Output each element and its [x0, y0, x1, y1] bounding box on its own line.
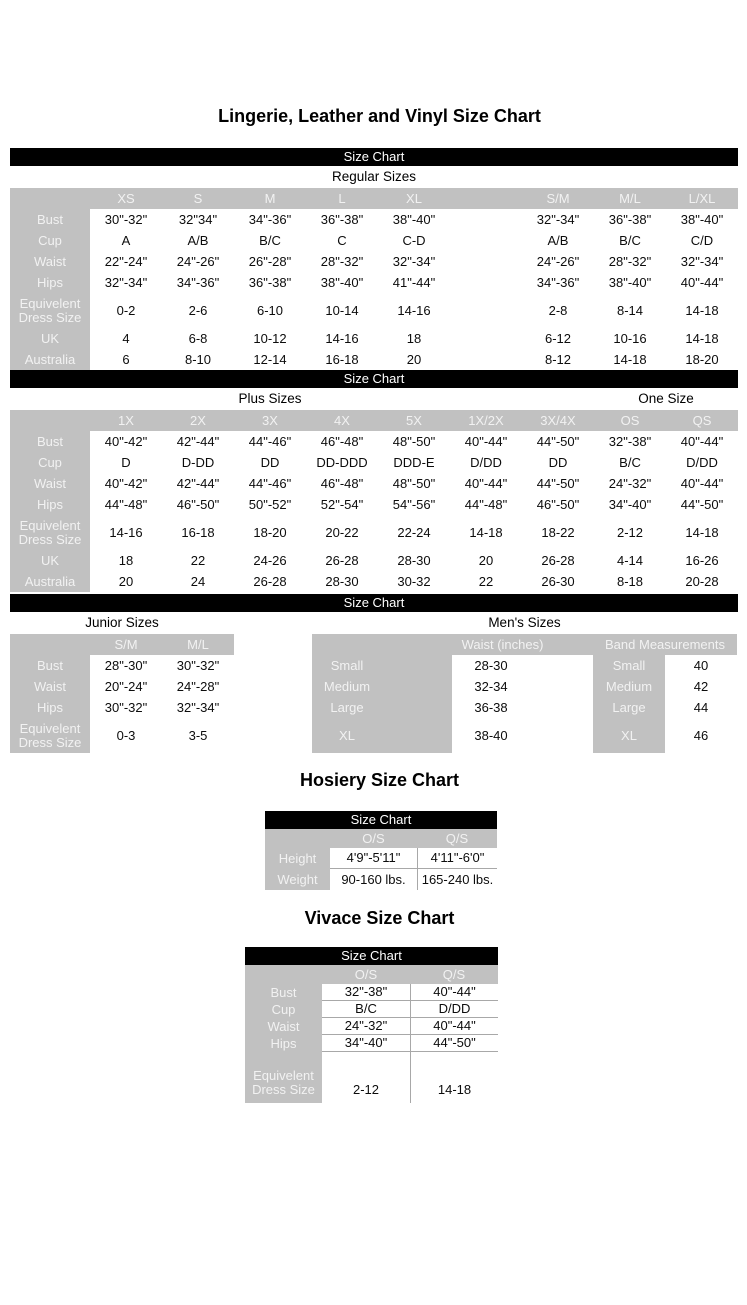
plus-sizes-heading: Plus Sizes — [238, 391, 302, 406]
vivace-table — [245, 965, 498, 1103]
table-cell: 32-34 — [452, 676, 530, 697]
column-header: 5X — [378, 410, 450, 431]
table-cell: 32"-34" — [162, 697, 234, 718]
table-row — [245, 1052, 498, 1103]
table-cell: B/C — [594, 230, 666, 251]
column-header: M/L — [162, 634, 234, 655]
table-cell: C/D — [666, 230, 738, 251]
table-cell — [450, 251, 522, 272]
row-label: Equivelent Dress Size — [10, 293, 90, 328]
band-column-header: Band Measurements — [593, 634, 737, 655]
table-cell: 36-38 — [452, 697, 530, 718]
column-header: 3X/4X — [522, 410, 594, 431]
corner-header-cell — [312, 634, 452, 655]
table-row — [10, 494, 738, 515]
table-cell: 8-12 — [522, 349, 594, 370]
table-cell: 34"-36" — [162, 272, 234, 293]
table-cell: 22 — [450, 571, 522, 592]
table-cell: DD — [522, 452, 594, 473]
table-cell: 14-18 — [410, 1052, 498, 1103]
table-cell: 46"-48" — [306, 473, 378, 494]
table-row — [245, 1001, 498, 1018]
column-header: Q/S — [410, 965, 498, 984]
row-label: UK — [10, 328, 90, 349]
table-cell: 26-28 — [522, 550, 594, 571]
table-row — [10, 655, 234, 676]
table-row — [312, 718, 737, 753]
table-row — [312, 697, 737, 718]
table-cell: 28"-32" — [306, 251, 378, 272]
table-cell: 32"-34" — [90, 272, 162, 293]
column-header: 3X — [234, 410, 306, 431]
table-cell: 14-16 — [90, 515, 162, 550]
table-cell — [450, 209, 522, 230]
table-cell: 41"-44" — [378, 272, 450, 293]
table-cell: 46"-48" — [306, 431, 378, 452]
spacer-cell — [530, 697, 593, 718]
plus-sizes-table — [10, 410, 738, 592]
table-cell: 30"-32" — [90, 209, 162, 230]
table-cell: 42 — [665, 676, 737, 697]
row-label: Equivelent Dress Size — [245, 1052, 322, 1103]
hosiery-size-chart-section — [265, 811, 497, 890]
row-label: Bust — [245, 984, 322, 1001]
table-row — [312, 655, 737, 676]
column-header: M — [234, 188, 306, 209]
spacer-cell — [530, 718, 593, 753]
table-row — [265, 848, 497, 869]
table-row — [10, 550, 738, 571]
table-cell: A/B — [162, 230, 234, 251]
regular-sizes-heading: Regular Sizes — [331, 169, 417, 184]
column-header: 4X — [306, 410, 378, 431]
column-header: S — [162, 188, 234, 209]
table-cell: B/C — [322, 1001, 410, 1018]
table-cell — [450, 272, 522, 293]
one-size-heading: One Size — [638, 391, 694, 406]
table-cell: 90-160 lbs. — [330, 869, 417, 890]
table-cell: 4-14 — [594, 550, 666, 571]
table-cell: 3-5 — [162, 718, 234, 753]
size-chart-bar: Size Chart — [265, 811, 497, 829]
table-cell: 40"-44" — [450, 431, 522, 452]
table-row — [245, 1035, 498, 1052]
table-cell: 24 — [162, 571, 234, 592]
row-label: Small — [312, 655, 452, 676]
table-cell: 14-16 — [306, 328, 378, 349]
row-label: Medium — [312, 676, 452, 697]
table-cell: 20"-24" — [90, 676, 162, 697]
table-cell: 10-14 — [306, 293, 378, 328]
table-cell: 40 — [665, 655, 737, 676]
vivace-size-chart-section — [245, 947, 498, 1103]
column-header: OS — [594, 410, 666, 431]
table-cell: 8-10 — [162, 349, 234, 370]
table-cell: 48"-50" — [378, 473, 450, 494]
table-row — [10, 634, 234, 655]
table-row — [265, 869, 497, 890]
row-label: Australia — [10, 571, 90, 592]
table-cell: 24"-32" — [594, 473, 666, 494]
table-cell: 28-30 — [378, 550, 450, 571]
vivace-chart-title: Vivace Size Chart — [304, 908, 455, 928]
row-label: Waist — [10, 251, 90, 272]
table-cell: 14-18 — [594, 349, 666, 370]
table-cell: 18 — [378, 328, 450, 349]
table-cell: 42"-44" — [162, 431, 234, 452]
row-label: Bust — [10, 431, 90, 452]
table-cell: 10-12 — [234, 328, 306, 349]
table-row — [10, 328, 738, 349]
table-cell: 8-18 — [594, 571, 666, 592]
table-cell: 24"-28" — [162, 676, 234, 697]
row-label: Height — [265, 848, 330, 869]
table-cell: 28-30 — [306, 571, 378, 592]
table-cell: 38"-40" — [594, 272, 666, 293]
row-label: Cup — [245, 1001, 322, 1018]
table-row — [10, 452, 738, 473]
table-cell — [450, 293, 522, 328]
table-cell: DD — [234, 452, 306, 473]
table-cell: 22"-24" — [90, 251, 162, 272]
row-label: XL — [593, 718, 665, 753]
table-row — [312, 676, 737, 697]
table-cell: D/DD — [450, 452, 522, 473]
table-cell — [450, 230, 522, 251]
row-label: Equivelent Dress Size — [10, 515, 90, 550]
mens-sizes-heading: Men's Sizes — [488, 615, 561, 630]
table-cell: 32"-38" — [322, 984, 410, 1001]
corner-header-cell — [10, 634, 90, 655]
row-label: Cup — [10, 230, 90, 251]
table-cell: 24-26 — [234, 550, 306, 571]
table-cell: DDD-E — [378, 452, 450, 473]
table-cell: 2-8 — [522, 293, 594, 328]
table-row — [10, 230, 738, 251]
table-cell: 44"-50" — [410, 1035, 498, 1052]
size-chart-bar: Size Chart — [245, 947, 498, 965]
table-cell: 14-18 — [666, 515, 738, 550]
table-cell: 40"-44" — [450, 473, 522, 494]
table-row — [245, 1018, 498, 1035]
table-cell: 30"-32" — [162, 655, 234, 676]
page-title: Lingerie, Leather and Vinyl Size Chart — [218, 106, 541, 126]
table-cell: 24"-32" — [322, 1018, 410, 1035]
table-cell: 40"-42" — [90, 473, 162, 494]
table-cell: 0-2 — [90, 293, 162, 328]
table-cell: B/C — [234, 230, 306, 251]
table-cell: 44"-48" — [450, 494, 522, 515]
table-cell: 30-32 — [378, 571, 450, 592]
row-label: XL — [312, 718, 452, 753]
corner-header-cell — [10, 410, 90, 431]
table-cell: 12-14 — [234, 349, 306, 370]
table-cell: 38"-40" — [378, 209, 450, 230]
table-cell: 44 — [665, 697, 737, 718]
table-row — [10, 251, 738, 272]
table-cell: 2-12 — [594, 515, 666, 550]
table-row — [245, 965, 498, 984]
table-cell: 40"-44" — [666, 473, 738, 494]
table-row — [10, 473, 738, 494]
waist-column-header: Waist (inches) — [452, 634, 593, 655]
table-cell: 18-22 — [522, 515, 594, 550]
row-label: Hips — [245, 1035, 322, 1052]
table-cell: D-DD — [162, 452, 234, 473]
table-cell: 44"-50" — [666, 494, 738, 515]
table-cell: 26-28 — [306, 550, 378, 571]
row-label: UK — [10, 550, 90, 571]
table-cell: 6 — [90, 349, 162, 370]
table-row — [245, 984, 498, 1001]
table-cell: 44"-46" — [234, 473, 306, 494]
table-row — [10, 571, 738, 592]
table-cell: 6-10 — [234, 293, 306, 328]
table-row — [10, 676, 234, 697]
regular-sizes-table — [10, 188, 738, 370]
column-header: O/S — [322, 965, 410, 984]
table-row — [10, 349, 738, 370]
table-row — [10, 410, 738, 431]
row-label: Waist — [245, 1018, 322, 1035]
junior-mens-tables-row — [10, 634, 738, 753]
size-chart-bar: Size Chart — [10, 148, 738, 166]
table-cell: D — [90, 452, 162, 473]
column-header: O/S — [330, 829, 417, 848]
column-header — [450, 188, 522, 209]
table-cell: 2-6 — [162, 293, 234, 328]
column-header: XS — [90, 188, 162, 209]
mens-sizes-table — [312, 634, 737, 753]
table-cell: 36"-38" — [234, 272, 306, 293]
row-label: Medium — [593, 676, 665, 697]
table-row — [10, 293, 738, 328]
table-cell: 32"-34" — [522, 209, 594, 230]
table-cell: 34"-40" — [594, 494, 666, 515]
table-cell: 34"-36" — [522, 272, 594, 293]
table-row — [10, 209, 738, 230]
table-cell: 40"-44" — [410, 984, 498, 1001]
table-cell: C-D — [378, 230, 450, 251]
row-label: Hips — [10, 272, 90, 293]
row-label: Waist — [10, 473, 90, 494]
corner-header-cell — [10, 188, 90, 209]
row-label: Weight — [265, 869, 330, 890]
table-cell: 6-12 — [522, 328, 594, 349]
column-header: M/L — [594, 188, 666, 209]
table-cell: 44"-46" — [234, 431, 306, 452]
table-cell: 40"-42" — [90, 431, 162, 452]
table-cell: 40"-44" — [666, 431, 738, 452]
table-cell: 14-18 — [666, 328, 738, 349]
table-cell: 4'11"-6'0" — [417, 848, 497, 869]
table-cell: 46 — [665, 718, 737, 753]
table-row — [10, 697, 234, 718]
table-cell: 28"-32" — [594, 251, 666, 272]
table-cell: 16-26 — [666, 550, 738, 571]
lingerie-size-chart-section — [10, 148, 738, 753]
table-cell: 26-28 — [234, 571, 306, 592]
column-header: L/XL — [666, 188, 738, 209]
column-header: Q/S — [417, 829, 497, 848]
table-cell: 4'9"-5'11" — [330, 848, 417, 869]
table-cell: 20 — [378, 349, 450, 370]
table-cell: 36"-38" — [594, 209, 666, 230]
row-label: Hips — [10, 697, 90, 718]
table-cell: 14-18 — [666, 293, 738, 328]
table-cell: 54"-56" — [378, 494, 450, 515]
table-cell: 26"-28" — [234, 251, 306, 272]
corner-header-cell — [265, 829, 330, 848]
column-header: L — [306, 188, 378, 209]
table-cell: 44"-48" — [90, 494, 162, 515]
table-cell: 46"-50" — [522, 494, 594, 515]
table-cell: 28-30 — [452, 655, 530, 676]
size-chart-bar: Size Chart — [10, 594, 738, 612]
row-label: Equivelent Dress Size — [10, 718, 90, 753]
table-cell: A — [90, 230, 162, 251]
table-cell — [450, 349, 522, 370]
table-cell: 16-18 — [306, 349, 378, 370]
table-cell: 16-18 — [162, 515, 234, 550]
table-cell: 36"-38" — [306, 209, 378, 230]
table-cell: 14-16 — [378, 293, 450, 328]
table-cell: 46"-50" — [162, 494, 234, 515]
table-row — [10, 718, 234, 753]
junior-sizes-table — [10, 634, 234, 753]
table-cell — [450, 328, 522, 349]
table-cell: 40"-44" — [666, 272, 738, 293]
table-cell: 32"-38" — [594, 431, 666, 452]
table-row — [10, 431, 738, 452]
table-cell: 38"-40" — [666, 209, 738, 230]
column-header: QS — [666, 410, 738, 431]
table-cell: 4 — [90, 328, 162, 349]
column-header: 1X/2X — [450, 410, 522, 431]
plus-one-size-heading-row — [10, 388, 738, 410]
table-cell: 20 — [90, 571, 162, 592]
table-cell: 26-30 — [522, 571, 594, 592]
table-cell: 22 — [162, 550, 234, 571]
table-cell: 24"-26" — [522, 251, 594, 272]
table-cell: 42"-44" — [162, 473, 234, 494]
row-label: Waist — [10, 676, 90, 697]
table-cell: 2-12 — [322, 1052, 410, 1103]
table-cell: 6-8 — [162, 328, 234, 349]
table-cell: B/C — [594, 452, 666, 473]
row-label: Cup — [10, 452, 90, 473]
table-cell: 32"34" — [162, 209, 234, 230]
table-cell: A/B — [522, 230, 594, 251]
table-cell: 165-240 lbs. — [417, 869, 497, 890]
table-cell: 18-20 — [234, 515, 306, 550]
hosiery-table — [265, 829, 497, 890]
column-header: XL — [378, 188, 450, 209]
table-cell: D/DD — [410, 1001, 498, 1018]
row-label: Large — [312, 697, 452, 718]
junior-mens-heading-row — [10, 612, 738, 634]
column-header: 1X — [90, 410, 162, 431]
table-cell: 18-20 — [666, 349, 738, 370]
table-cell: 52"-54" — [306, 494, 378, 515]
table-cell: 14-18 — [450, 515, 522, 550]
column-header: S/M — [90, 634, 162, 655]
table-cell: 24"-26" — [162, 251, 234, 272]
table-cell: 8-14 — [594, 293, 666, 328]
table-row — [265, 829, 497, 848]
table-cell: DD-DDD — [306, 452, 378, 473]
table-cell: 20-28 — [666, 571, 738, 592]
corner-header-cell — [245, 965, 322, 984]
table-cell: 38"-40" — [306, 272, 378, 293]
table-cell: 20-22 — [306, 515, 378, 550]
row-label: Bust — [10, 209, 90, 230]
row-label: Large — [593, 697, 665, 718]
row-label: Hips — [10, 494, 90, 515]
table-cell: 38-40 — [452, 718, 530, 753]
table-cell: C — [306, 230, 378, 251]
table-cell: 44"-50" — [522, 473, 594, 494]
table-cell: 0-3 — [90, 718, 162, 753]
table-cell: 44"-50" — [522, 431, 594, 452]
table-cell: 22-24 — [378, 515, 450, 550]
table-cell: 10-16 — [594, 328, 666, 349]
table-cell: 32"-34" — [378, 251, 450, 272]
table-cell: D/DD — [666, 452, 738, 473]
column-header: 2X — [162, 410, 234, 431]
table-row — [10, 272, 738, 293]
table-cell: 50"-52" — [234, 494, 306, 515]
table-cell: 34"-40" — [322, 1035, 410, 1052]
junior-sizes-heading: Junior Sizes — [85, 615, 159, 630]
table-row — [312, 634, 737, 655]
hosiery-chart-title: Hosiery Size Chart — [299, 770, 460, 790]
table-cell: 28"-30" — [90, 655, 162, 676]
table-cell: 20 — [450, 550, 522, 571]
row-label: Bust — [10, 655, 90, 676]
table-cell: 40"-44" — [410, 1018, 498, 1035]
table-cell: 18 — [90, 550, 162, 571]
spacer-cell — [530, 655, 593, 676]
table-cell: 32"-34" — [666, 251, 738, 272]
size-chart-bar: Size Chart — [10, 370, 738, 388]
column-header: S/M — [522, 188, 594, 209]
table-row — [10, 515, 738, 550]
table-cell: 48"-50" — [378, 431, 450, 452]
table-cell: 34"-36" — [234, 209, 306, 230]
row-label: Australia — [10, 349, 90, 370]
row-label: Small — [593, 655, 665, 676]
table-cell: 30"-32" — [90, 697, 162, 718]
spacer-cell — [530, 676, 593, 697]
table-row — [10, 188, 738, 209]
